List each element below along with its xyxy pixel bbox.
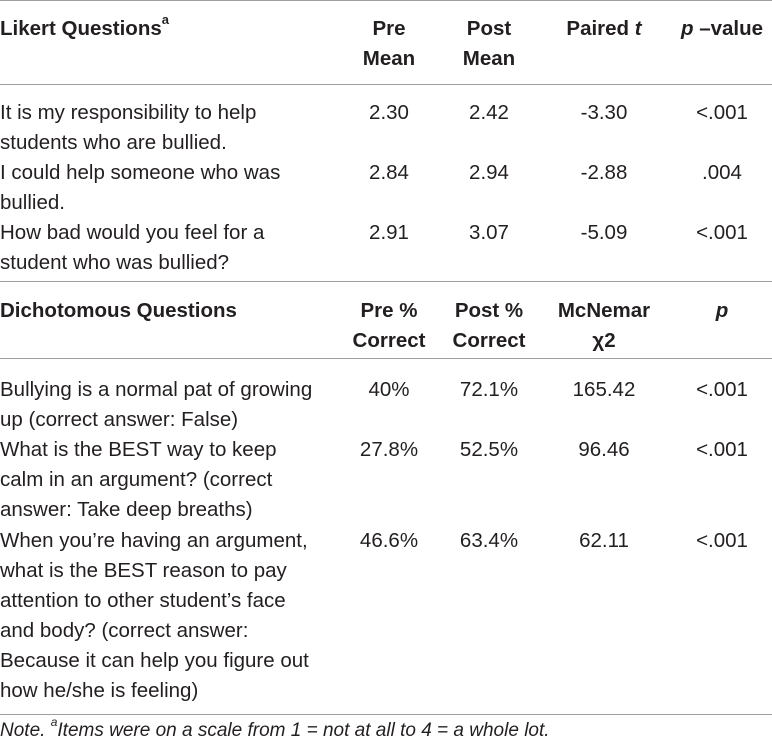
pre-value: 2.84 [369,161,409,184]
post-value: 52.5% [459,438,519,461]
note-label: Note. [0,720,51,741]
paired-label: Paired [566,17,635,40]
post-value: 3.07 [469,221,509,244]
t-symbol: t [634,17,642,40]
mcnemar-header: McNemar χ2 [557,299,651,352]
p-symbol: p [680,17,694,40]
post-value: 2.94 [469,161,509,184]
footnote-marker: a [50,714,58,729]
p-value: <.001 [696,378,748,401]
post-mean-header: Post Mean [462,17,516,70]
post-correct-header: Post % Correct [452,299,526,352]
p-value: <.001 [696,438,748,461]
likert-header-rule [0,84,772,85]
stat-value: 96.46 [578,438,630,461]
likert-questions-label: Likert Questions [0,17,162,40]
value-label: –value [693,17,764,40]
p-header [672,296,772,326]
post-value: 2.42 [469,101,509,124]
question-text: It is my responsibility to help students who are bullied. [0,101,257,154]
stat-value: -3.30 [580,101,628,124]
table-note [0,716,550,746]
p-value: .004 [702,161,742,184]
paired-t-header [540,14,668,44]
question-text: What is the BEST way to keep calm in an argument? (correct answer: Take deep breaths) [0,438,277,521]
pre-value: 40% [368,378,410,401]
top-rule [0,0,772,1]
question-text: How bad would you feel for a student who was bullied? [0,221,265,274]
stat-value: -5.09 [580,221,628,244]
pre-value: 2.30 [369,101,409,124]
pre-value: 2.91 [369,221,409,244]
question-text: I could help someone who was bullied. [0,161,281,214]
post-value: 63.4% [459,529,519,552]
stat-value: 165.42 [572,378,636,401]
p-value: <.001 [696,101,748,124]
p-value: <.001 [696,221,748,244]
note-text: Items were on a scale from 1 = not at all to 4 = a whole lot. [57,720,550,741]
dichotomous-questions-header: Dichotomous Questions [0,299,237,322]
stat-value: -2.88 [580,161,628,184]
post-value: 72.1% [459,378,519,401]
stat-value: 62.11 [579,529,629,552]
section-rule [0,281,772,282]
question-text: When you’re having an argument, what is the BEST reason to pay attention to other student’s face and body? (correct answer: Because it can help you figure out how he/she is feeling) [0,529,309,702]
pre-correct-header: Pre % Correct [352,299,426,352]
pre-value: 46.6% [359,529,419,552]
p-value: <.001 [696,529,748,552]
pre-value: 27.8% [359,438,419,461]
pre-mean-header: Pre Mean [362,17,416,70]
bottom-rule [0,714,772,715]
dichotomous-header-rule [0,358,772,359]
p-symbol: p [715,299,729,322]
likert-questions-header [0,14,340,44]
p-value-header [672,14,772,44]
question-text: Bullying is a normal pat of growing up (correct answer: False) [0,378,313,431]
footnote-marker: a [161,12,169,28]
